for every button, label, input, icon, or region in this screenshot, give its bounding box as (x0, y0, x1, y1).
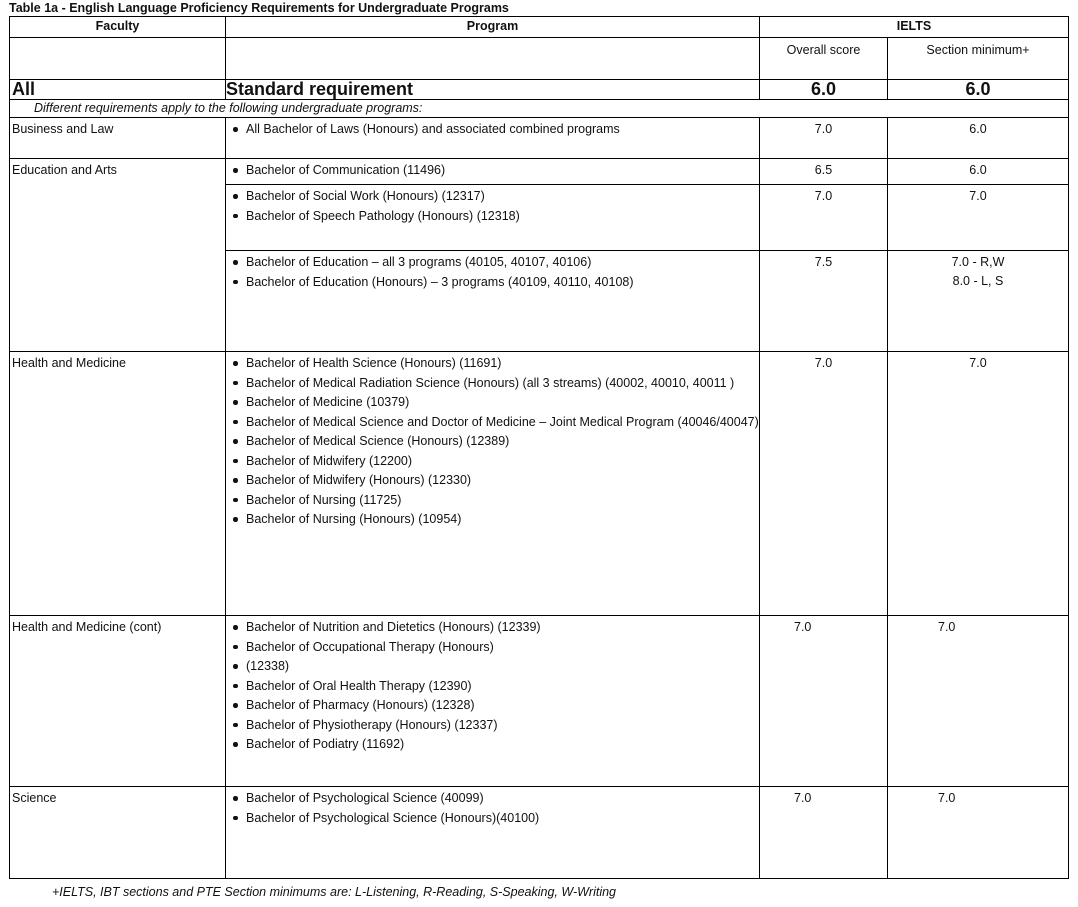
program-item: Bachelor of Nursing (11725) (230, 491, 759, 511)
table-row (10, 352, 1069, 616)
program-cell (226, 787, 760, 879)
section-minimum-cell: 7.0 (888, 787, 1069, 879)
program-item: Bachelor of Speech Pathology (Honours) (12318) (230, 207, 759, 227)
program-item: Bachelor of Medical Science and Doctor of Medicine – Joint Medical Program (40046/40047) (230, 413, 759, 433)
section-minimum-line: 8.0 - L, S (952, 274, 1004, 288)
ielts-header: IELTS (760, 17, 1069, 38)
program-item: Bachelor of Communication (11496) (230, 161, 759, 181)
faculty-cell: Education and Arts (10, 159, 226, 352)
program-header: Program (226, 17, 760, 38)
program-cell (226, 616, 760, 787)
section-minimum-line: 7.0 - R,W (951, 255, 1005, 269)
faculty-cell: Health and Medicine (10, 352, 226, 616)
section-minimum-cell: 6.0 (888, 118, 1069, 159)
standard-program: Standard requirement (226, 80, 760, 100)
subheader-row (10, 38, 1069, 80)
section-minimum-cell: 6.0 (888, 159, 1069, 185)
program-item: Bachelor of Psychological Science (Honours)(40100) (230, 809, 759, 829)
program-cell (226, 251, 760, 352)
program-item: Bachelor of Pharmacy (Honours) (12328) (230, 696, 759, 716)
standard-row (10, 80, 1069, 100)
program-item: Bachelor of Midwifery (12200) (230, 452, 759, 472)
faculty-subheader-empty (10, 38, 226, 80)
section-minimum-cell (888, 251, 1069, 352)
table-caption: Table 1a - English Language Proficiency Requirements for Undergraduate Programs (9, 1, 509, 15)
program-item: (12338) (230, 657, 759, 677)
requirements-table (9, 16, 1069, 879)
header-row (10, 17, 1069, 38)
table-row (10, 118, 1069, 159)
overall-score-cell: 7.5 (760, 251, 888, 352)
section-minimum-cell: 7.0 (888, 616, 1069, 787)
program-item: Bachelor of Medicine (10379) (230, 393, 759, 413)
standard-faculty: All (10, 80, 226, 100)
program-item: Bachelor of Podiatry (11692) (230, 735, 759, 755)
program-item: Bachelor of Nursing (Honours) (10954) (230, 510, 759, 530)
faculty-header: Faculty (10, 17, 226, 38)
program-cell (226, 118, 760, 159)
program-cell (226, 352, 760, 616)
standard-section: 6.0 (888, 80, 1069, 100)
table-row (10, 159, 1069, 185)
program-cell (226, 185, 760, 251)
program-item: Bachelor of Psychological Science (40099) (230, 789, 759, 809)
overall-score-cell: 7.0 (760, 616, 888, 787)
program-item: Bachelor of Midwifery (Honours) (12330) (230, 471, 759, 491)
program-item: All Bachelor of Laws (Honours) and associated combined programs (230, 120, 759, 140)
section-minimum-header: Section minimum+ (888, 38, 1069, 80)
program-item: Bachelor of Medical Radiation Science (Honours) (all 3 streams) (40002, 40010, 40011 ) (230, 374, 759, 394)
overall-score-cell: 7.0 (760, 352, 888, 616)
table-row (10, 787, 1069, 879)
overall-score-cell: 7.0 (760, 118, 888, 159)
program-item: Bachelor of Social Work (Honours) (12317) (230, 187, 759, 207)
overall-score-header: Overall score (760, 38, 888, 80)
program-item: Bachelor of Oral Health Therapy (12390) (230, 677, 759, 697)
standard-overall: 6.0 (760, 80, 888, 100)
overall-score-cell: 7.0 (760, 787, 888, 879)
faculty-cell: Business and Law (10, 118, 226, 159)
different-requirements-note: Different requirements apply to the following undergraduate programs: (10, 100, 1069, 118)
program-item: Bachelor of Medical Science (Honours) (12389) (230, 432, 759, 452)
program-item: Bachelor of Nutrition and Dietetics (Honours) (12339) (230, 618, 759, 638)
faculty-cell: Health and Medicine (cont) (10, 616, 226, 787)
section-minimum-cell: 7.0 (888, 352, 1069, 616)
program-item: Bachelor of Health Science (Honours) (11691) (230, 354, 759, 374)
program-item: Bachelor of Physiotherapy (Honours) (12337) (230, 716, 759, 736)
program-cell (226, 159, 760, 185)
program-item: Bachelor of Occupational Therapy (Honours) (230, 638, 759, 658)
overall-score-cell: 6.5 (760, 159, 888, 185)
note-row (10, 100, 1069, 118)
overall-score-cell: 7.0 (760, 185, 888, 251)
section-minimum-cell: 7.0 (888, 185, 1069, 251)
table-row (10, 616, 1069, 787)
program-item: Bachelor of Education (Honours) – 3 programs (40109, 40110, 40108) (230, 273, 759, 293)
faculty-cell: Science (10, 787, 226, 879)
footnote: +IELTS, IBT sections and PTE Section minimums are: L-Listening, R-Reading, S-Speaking, W-Writing (52, 885, 617, 899)
program-subheader-empty (226, 38, 760, 80)
program-item: Bachelor of Education – all 3 programs (40105, 40107, 40106) (230, 253, 759, 273)
